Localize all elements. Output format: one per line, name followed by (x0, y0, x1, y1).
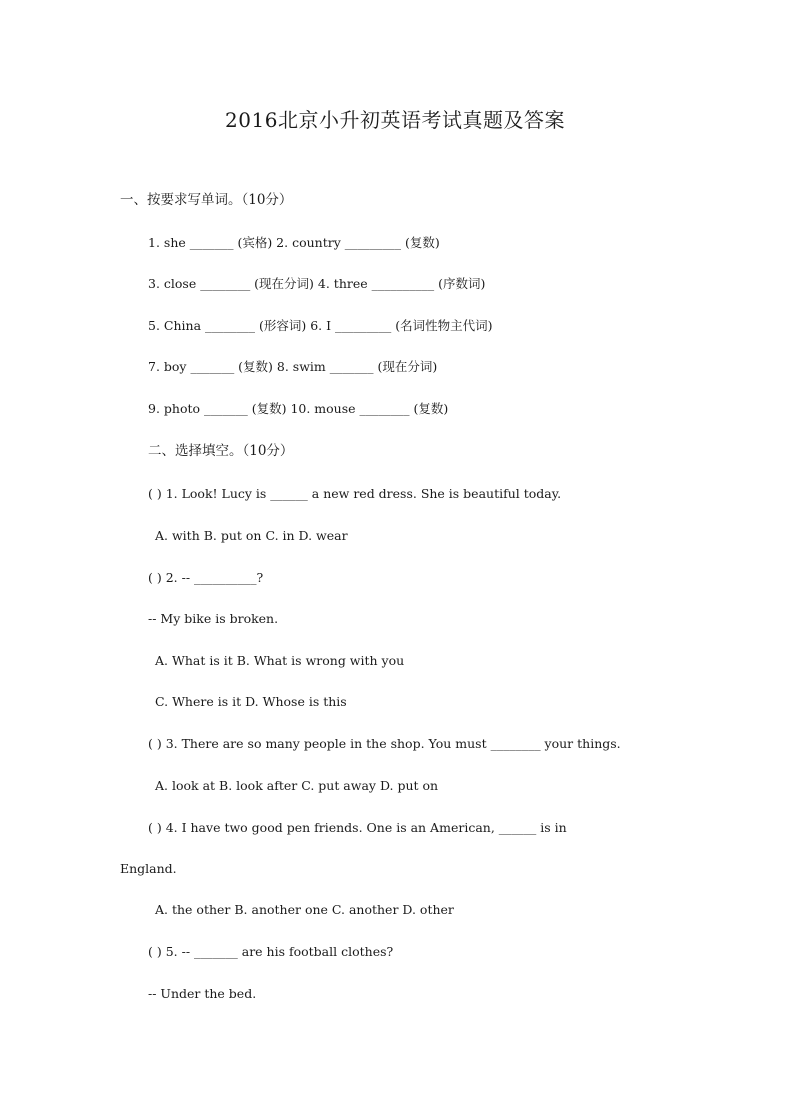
question-2: ( ) 2. -- __________? (148, 570, 264, 585)
question-1-options: A. with B. put on C. in D. wear (155, 528, 348, 543)
section-1-row-2: 3. close ________ (现在分词) 4. three __________ (序数词) (148, 276, 486, 291)
question-5-response: -- Under the bed. (148, 986, 257, 1001)
question-2-options-cd: C. Where is it D. Whose is this (155, 694, 347, 709)
question-3-options: A. look at B. look after C. put away D. put on (155, 778, 439, 793)
question-5: ( ) 5. -- _______ are his football clothes? (148, 944, 394, 959)
question-2-response: -- My bike is broken. (148, 611, 279, 626)
question-3: ( ) 3. There are so many people in the shop. You must ________ your things. (148, 736, 621, 751)
section-1-row-3: 5. China ________ (形容词) 6. I _________ (名词性物主代词) (148, 318, 493, 333)
section-1-row-1: 1. she _______ (宾格) 2. country _________ (复数) (148, 235, 440, 250)
question-4: ( ) 4. I have two good pen friends. One is an American, ______ is in (148, 820, 567, 835)
document-title: 2016北京小升初英语考试真题及答案 (225, 108, 565, 132)
question-4-options: A. the other B. another one C. another D. other (155, 902, 454, 917)
question-2-options-ab: A. What is it B. What is wrong with you (155, 653, 405, 668)
question-4-continued: England. (120, 861, 177, 876)
section-2-heading: 二、选择填空。（10分） (148, 443, 294, 459)
section-1-row-4: 7. boy _______ (复数) 8. swim _______ (现在分词) (148, 359, 438, 374)
section-1-row-5: 9. photo _______ (复数) 10. mouse ________ (复数) (148, 401, 449, 416)
section-1-heading: 一、按要求写单词。（10分） (120, 192, 293, 208)
question-1: ( ) 1. Look! Lucy is ______ a new red dress. She is beautiful today. (148, 486, 562, 501)
